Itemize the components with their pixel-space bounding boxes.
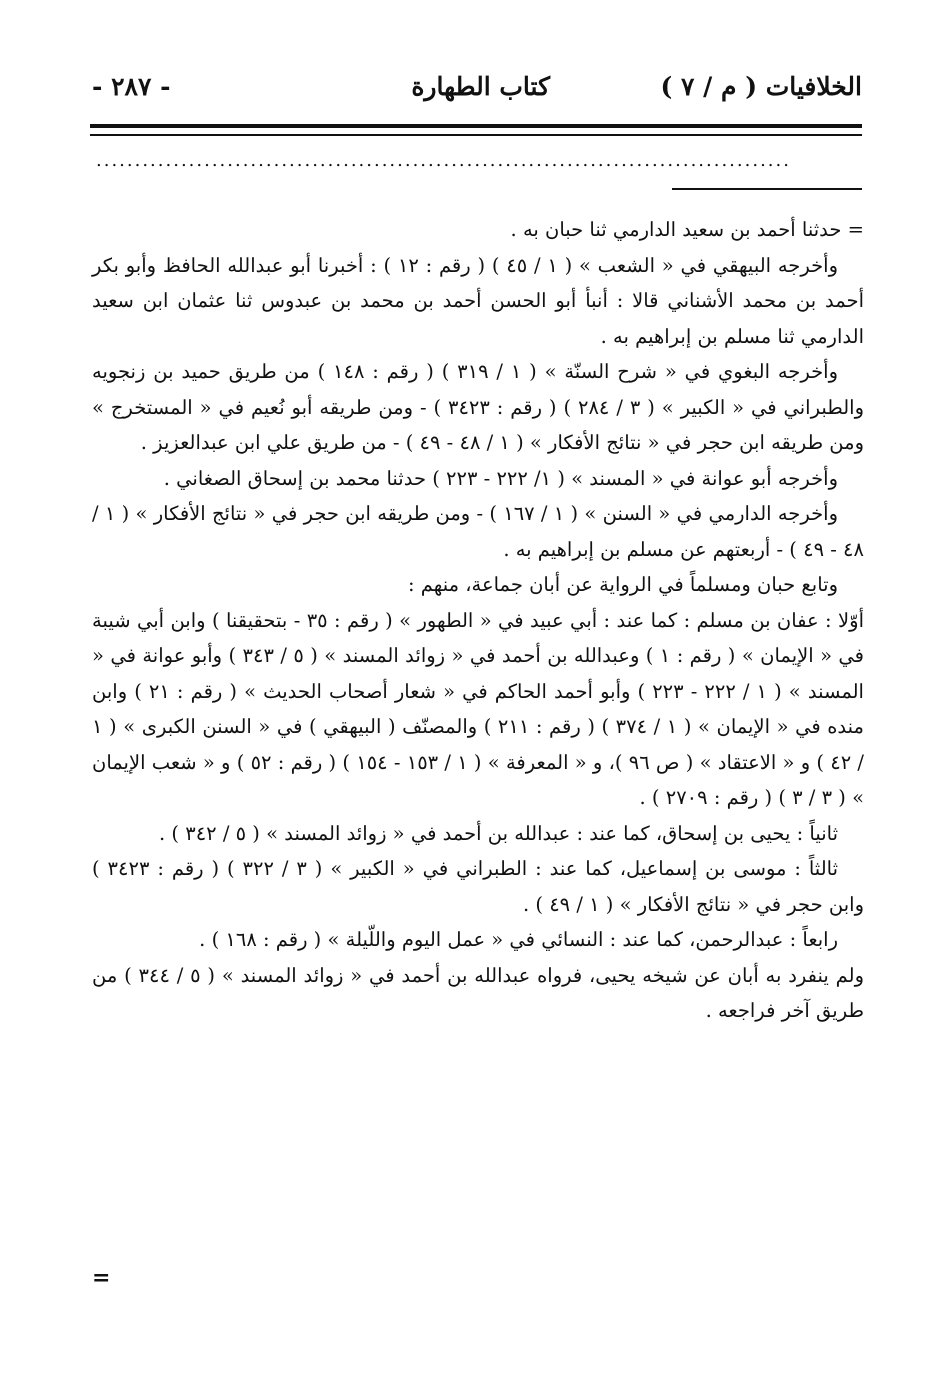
running-head-chapter-title: كتاب الطهارة [411, 72, 550, 101]
page-number: - ٢٨٧ - [92, 72, 171, 101]
footnote-paragraph-third: ثالثاً : موسى بن إسماعيل، كما عند : الطبراني في « الكبير » ( ٣ / ٣٢٢ ) ( رقم : ٣٤٢٣ ) وابن حجر في « نتائج الأفكار » ( ١ / ٤٩ ) . [92, 857, 864, 916]
footnote-paragraph-continuation: = حدثنا أحمد بن سعيد الدارمي ثنا حبان به . [510, 218, 864, 241]
continuation-mark: = [92, 1265, 111, 1291]
footnote-paragraph-fourth: رابعاً : عبدالرحمن، كما عند : النسائي في « عمل اليوم واللّيلة » ( رقم : ١٦٨ ) . [199, 928, 838, 951]
footnote-text [92, 212, 864, 1029]
footnote-paragraph-baghawi: وأخرجه البغوي في « شرح السنّة » ( ١ / ٣١٩ ) ( رقم : ١٤٨ ) من طريق حميد بن زنجويه والطبراني في « الكبير » ( ٣ / ٢٨٤ ) ( رقم : ٣٤٢٣ ) - ومن طريقه أبو نُعيم في « المستخرج » ومن طريقه ابن حجر في « نتائج الأفكار » ( ١ / ٤٨ - ٤٩ ) - من طريق علي ابن عبدالعزيز . [92, 360, 865, 454]
footnote-paragraph-bayhaqi: وأخرجه البيهقي في « الشعب » ( ١ / ٤٥ ) ( رقم : ١٢ ) : أخبرنا أبو عبدالله الحافظ وأبو بكر أحمد بن محمد الأشناني قالا : أنبأ أبو الحسن أحمد بن محمد بن عبدوس ثنا عثمان ابن سعيد الدارمي ثنا مسلم بن إبراهيم به . [92, 253, 864, 348]
footnote-paragraph-first: أوّلا : عفان بن مسلم : كما عند : أبي عبيد في « الطهور » ( رقم : ٣٥ - بتحقيقنا ) وابن أبي شيبة في « الإيمان » ( رقم : ١ ) وعبدالله بن أحمد في « زوائد المسند » ( ٥ / ٣٤٣ ) وأبو عوانة في « المسند » ( ١ / ٢٢٢ - ٢٢٣ ) وأبو أحمد الحاكم في « شعار أصحاب الحديث » ( رقم : ٢١ ) وابن منده في « الإيمان » ( ١ / ٣٧٤ ) ( رقم : ٢١١ ) والمصنّف ( البيهقي ) في « السنن الكبرى » ( ١ / ٤٢ ) و « الاعتقاد » ( ص ٩٦ )، و « المعرفة » ( ١ / ١٥٣ - ١٥٤ ) ( رقم : ٥٢ ) و « شعب الإيمان » ( ٣ / ٣ ) ( رقم : ٢٧٠٩ ) . [92, 608, 865, 809]
running-head-book-title: الخلافيات ( م / ٧ ) [660, 72, 862, 101]
footnote-paragraph-abu-awana: وأخرجه أبو عوانة في « المسند » ( ١/ ٢٢٢ - ٢٢٣ ) حدثنا محمد بن إسحاق الصغاني . [163, 466, 838, 490]
header-rule-thin [90, 134, 862, 136]
main-text-ellipsis: .......................................................................................... [96, 150, 791, 170]
page-header [92, 72, 862, 112]
footnote-paragraph-followers-intro: وتابع حبان ومسلماً في الرواية عن أبان جماعة، منهم : [407, 573, 838, 596]
footnote-paragraph-darimi: وأخرجه الدارمي في « السنن » ( ١ / ١٦٧ ) - ومن طريقه ابن حجر في « نتائج الأفكار » ( ١ / ٤٨ - ٤٩ ) - أربعتهم عن مسلم بن إبراهيم به . [92, 502, 864, 561]
footnote-paragraph-second: ثانياً : يحيى بن إسحاق، كما عند : عبدالله بن أحمد في « زوائد المسند » ( ٥ / ٣٤٢ ) . [159, 821, 838, 845]
footnote-paragraph-closing: ولم ينفرد به أبان عن شيخه يحيى، فرواه عبدالله بن أحمد في « زوائد المسند » ( ٥ / ٣٤٤ ) من طريق آخر فراجعه . [92, 963, 864, 1022]
header-rule-thick [90, 124, 862, 128]
footnote-separator [672, 188, 862, 190]
